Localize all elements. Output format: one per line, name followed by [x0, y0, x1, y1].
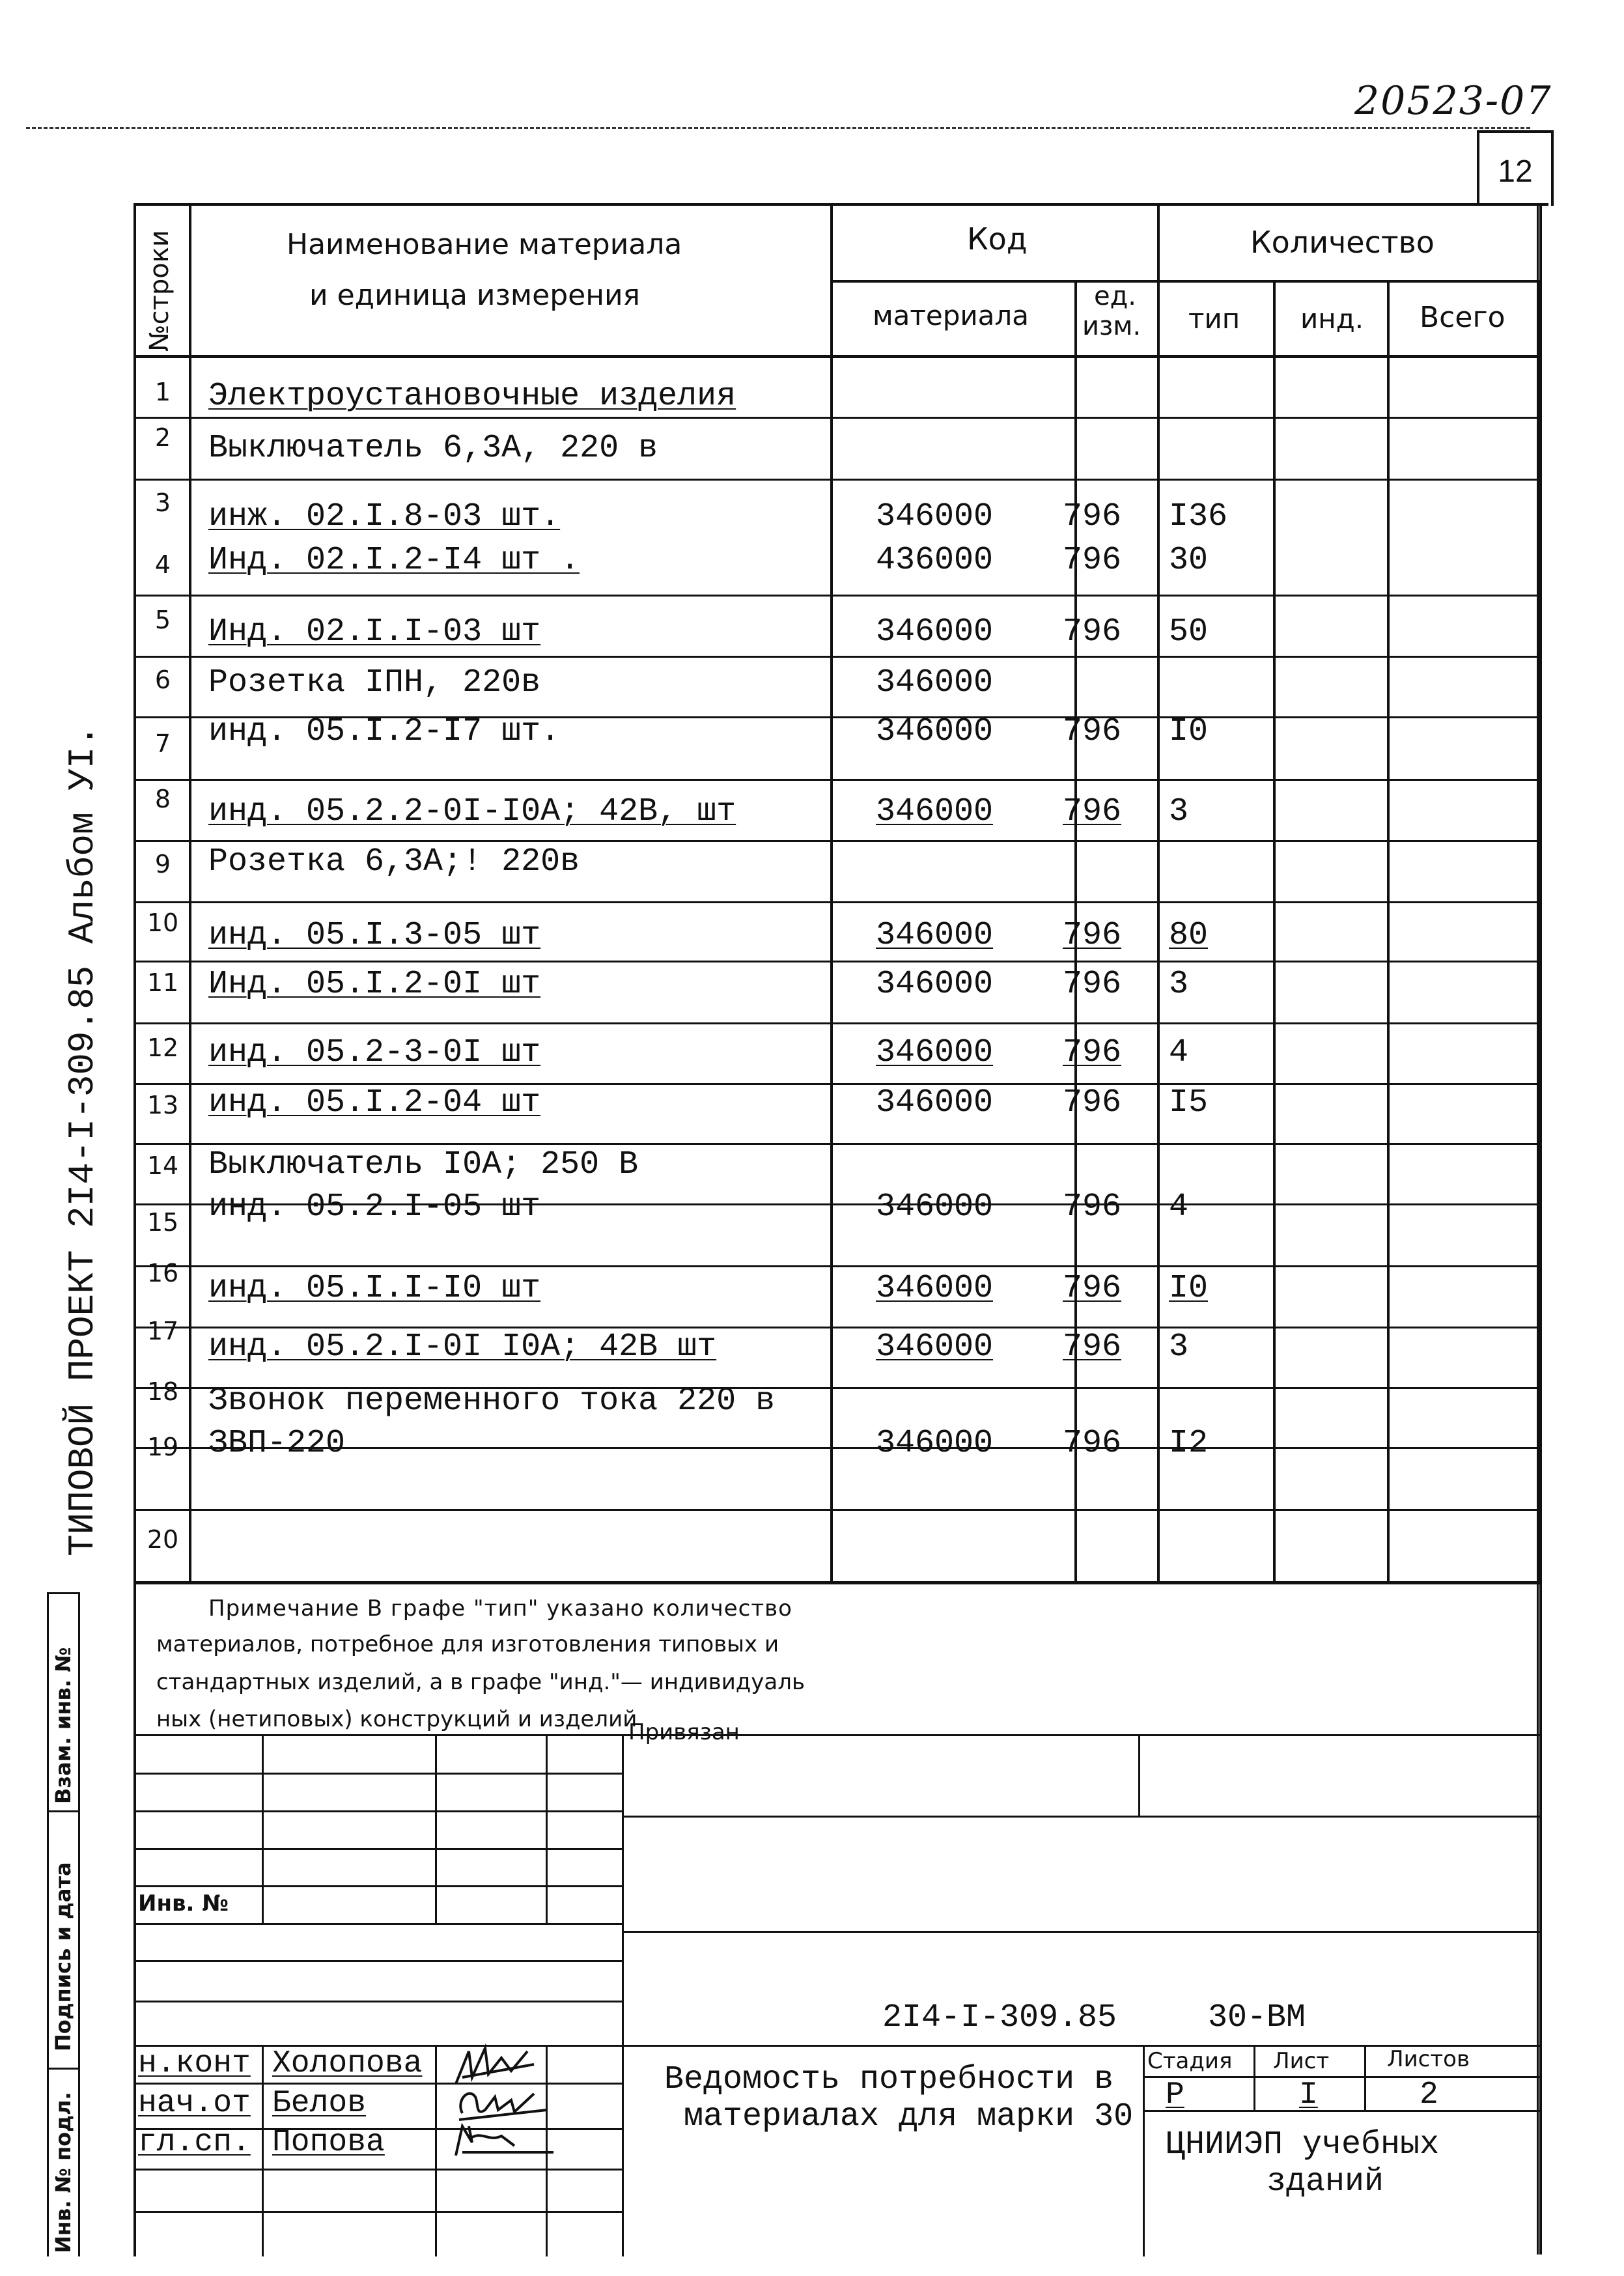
header-code: Код [967, 221, 1028, 257]
row-typ: I0 [1169, 1270, 1209, 1307]
row-number: 3 [154, 488, 171, 517]
row-name: инд. 05.2.I-05 шт [208, 1188, 541, 1226]
row-code: 346000 [875, 1034, 994, 1071]
note-line-3: стандартных изделий, а в графе "инд."— индивидуаль [156, 1669, 805, 1695]
row-unit: 796 [1063, 966, 1122, 1003]
row-number: 14 [147, 1151, 179, 1180]
project-code: 2I4-I-309.85 [882, 1999, 1117, 2036]
row-name: инд. 05.I.I-I0 шт [208, 1270, 541, 1307]
doc-number: 20523-07 [1354, 78, 1552, 124]
row-number: 13 [147, 1091, 179, 1119]
note-line-4: ных (нетиповых) конструкций и изделий [156, 1706, 637, 1732]
row-number: 1 [154, 378, 171, 406]
signer-role: нач.от [138, 2086, 251, 2121]
row-name: Инд. 02.I.I-03 шт [208, 613, 541, 651]
header-row-no: №строки [145, 230, 175, 352]
signer-role: н.конт [138, 2046, 251, 2081]
row-code: 346000 [875, 498, 994, 535]
row-number: 11 [147, 968, 179, 997]
row-typ: I36 [1169, 498, 1228, 535]
row-number: 7 [154, 729, 171, 758]
row-unit: 796 [1063, 917, 1122, 954]
stage-label: Стадия [1147, 2048, 1233, 2074]
header-ind: инд. [1300, 303, 1364, 335]
top-dashed-line [26, 127, 1530, 129]
row-name: Выключатель 6,3А, 220 в [208, 430, 658, 467]
sheet-number: 12 [1498, 154, 1533, 189]
header-name-2: и единица измерения [309, 279, 641, 312]
row-unit: 796 [1063, 1270, 1122, 1307]
stage-value: Р [1166, 2077, 1184, 2113]
side-inv-podl-label: Инв. № подл. [51, 2092, 76, 2253]
inv-no-label: Инв. № [138, 1890, 229, 1917]
row-name: Инд. 05.I.2-0I шт [208, 966, 541, 1003]
row-name: инж. 02.I.8-03 шт. [208, 498, 561, 535]
row-unit: 796 [1063, 1328, 1122, 1366]
row-unit: 796 [1063, 613, 1122, 651]
row-code: 346000 [875, 664, 994, 701]
row-typ: 50 [1169, 613, 1209, 651]
header-unit-2: изм. [1082, 311, 1141, 341]
row-number: 19 [147, 1433, 179, 1461]
sheet-number-box [1477, 130, 1554, 206]
row-number: 10 [147, 908, 179, 937]
side-podp-label: Подпись и дата [51, 1862, 76, 2051]
row-number: 2 [154, 423, 171, 452]
row-code: 346000 [875, 1328, 994, 1366]
row-code: 346000 [875, 917, 994, 954]
row-code: 436000 [875, 542, 994, 579]
row-name: Звонок переменного тока 220 в [208, 1383, 776, 1420]
sheet-value: I [1299, 2077, 1318, 2113]
sheet-label: Лист [1273, 2048, 1330, 2074]
row-name: Розетка IПН, 220в [208, 664, 541, 701]
side-vzam-label: Взам. инв. № [51, 1647, 76, 1804]
row-number: 9 [154, 850, 171, 878]
header-unit-1: ед. [1094, 281, 1136, 311]
side-project-title: ТИПОВОЙ ПРОЕКТ 2I4-I-309.85 Альбом УI. [62, 724, 104, 1556]
row-code: 346000 [875, 793, 994, 830]
row-code: 346000 [875, 1425, 994, 1462]
row-typ: 3 [1169, 1328, 1189, 1366]
row-typ: 3 [1169, 793, 1189, 830]
row-code: 346000 [875, 1188, 994, 1226]
note-line-1: Примечание В графе "тип" указано количество [208, 1595, 792, 1622]
signer-name: Холопова [272, 2046, 423, 2081]
row-name: Инд. 02.I.2-I4 шт . [208, 542, 580, 579]
row-code: 346000 [875, 1270, 994, 1307]
row-number: 12 [147, 1033, 179, 1062]
row-number: 20 [147, 1525, 179, 1554]
org-line-2: зданий [1267, 2163, 1384, 2200]
drawing-mark: 30-ВМ [1208, 1999, 1306, 2036]
row-number: 16 [147, 1259, 179, 1287]
row-code: 346000 [875, 1084, 994, 1121]
row-number: 18 [147, 1377, 179, 1406]
row-name: инд. 05.2.I-0I I0А; 42В шт [208, 1328, 717, 1366]
row-number: 6 [154, 666, 171, 694]
row-name: Электроустановочные изделия [208, 378, 736, 415]
row-typ: 4 [1169, 1034, 1189, 1071]
row-name: инд. 05.I.2-I7 шт. [208, 713, 561, 750]
row-name: Выключатель I0А; 250 В [208, 1146, 639, 1183]
header-total: Всего [1420, 301, 1505, 334]
row-unit: 796 [1063, 713, 1122, 750]
doc-title-line-1: Ведомость потребности в [664, 2061, 1114, 2098]
row-unit: 796 [1063, 1188, 1122, 1226]
signer-name: Белов [272, 2086, 367, 2121]
header-quantity: Количество [1250, 225, 1435, 260]
row-typ: 4 [1169, 1188, 1189, 1226]
header-material: материала [873, 300, 1029, 331]
row-typ: I0 [1169, 713, 1209, 750]
row-number: 4 [154, 550, 171, 579]
row-number: 8 [154, 785, 171, 813]
sheets-value: 2 [1420, 2077, 1438, 2113]
row-name: инд. 05.I.3-05 шт [208, 917, 541, 954]
row-name: ЗВП-220 [208, 1425, 346, 1462]
row-number: 5 [154, 606, 171, 634]
signer-role: гл.сп. [138, 2125, 251, 2160]
doc-title-line-2: материалах для марки 30 [684, 2098, 1134, 2135]
signer-name: Попова [272, 2125, 385, 2160]
row-number: 17 [147, 1317, 179, 1345]
row-code: 346000 [875, 713, 994, 750]
row-code: 346000 [875, 613, 994, 651]
row-name: Розетка 6,3А;! 220в [208, 843, 580, 880]
row-unit: 796 [1063, 793, 1122, 830]
row-unit: 796 [1063, 1034, 1122, 1071]
org-line-1: ЦНИИЭП учебных [1166, 2126, 1440, 2163]
row-name: инд. 05.2-3-0I шт [208, 1034, 541, 1071]
row-name: инд. 05.2.2-0I-I0А; 42В, шт [208, 793, 736, 830]
row-unit: 796 [1063, 498, 1122, 535]
row-unit: 796 [1063, 542, 1122, 579]
signature-3 [443, 2116, 560, 2162]
row-unit: 796 [1063, 1084, 1122, 1121]
row-typ: I2 [1169, 1425, 1209, 1462]
note-line-2: материалов, потребное для изготовления типовых и [156, 1631, 779, 1657]
row-name: инд. 05.I.2-04 шт [208, 1084, 541, 1121]
row-unit: 796 [1063, 1425, 1122, 1462]
header-name-1: Наименование материала [287, 228, 682, 261]
row-typ: 30 [1169, 542, 1209, 579]
row-typ: I5 [1169, 1084, 1209, 1121]
privyazan-label: Привязан [628, 1719, 740, 1745]
header-typ: тип [1188, 303, 1240, 335]
row-typ: 3 [1169, 966, 1189, 1003]
row-code: 346000 [875, 966, 994, 1003]
sheets-label: Листов [1387, 2046, 1470, 2072]
row-number: 15 [147, 1208, 179, 1237]
row-typ: 80 [1169, 917, 1209, 954]
